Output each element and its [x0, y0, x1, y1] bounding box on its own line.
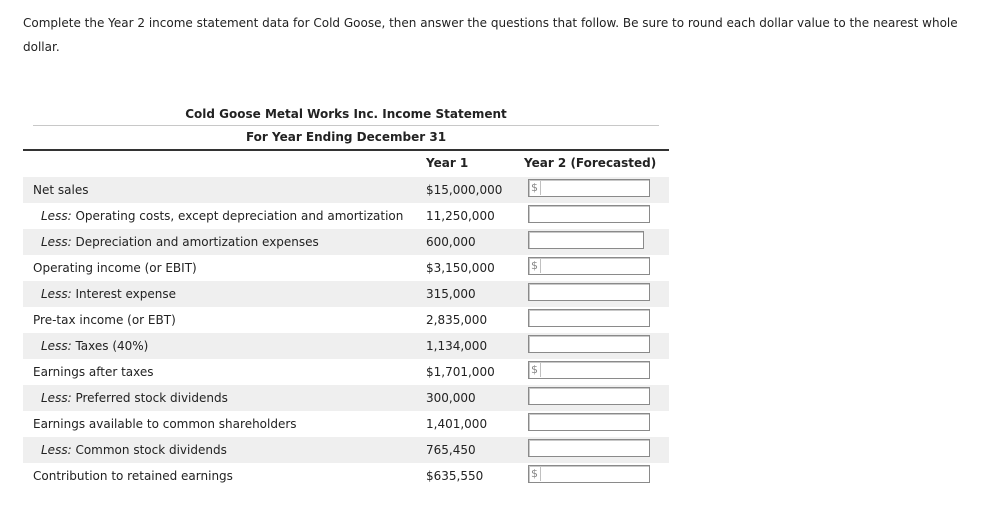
statement-title: Cold Goose Metal Works Inc. Income Statement — [185, 107, 507, 121]
column-header-year2: Year 2 (Forecasted) — [524, 156, 657, 170]
row-retained-earnings — [23, 463, 669, 489]
row-earnings-after-taxes — [23, 359, 669, 385]
row-label: Contribution to retained earnings — [33, 469, 233, 483]
income-statement-table — [23, 177, 669, 489]
row-interest-expense — [23, 281, 669, 307]
year1-value: 765,450 — [426, 443, 476, 457]
row-depreciation — [23, 229, 669, 255]
row-label: Pre-tax income (or EBT) — [33, 313, 176, 327]
year2-common-dividends-input[interactable] — [528, 439, 650, 457]
dollar-prefix: $ — [531, 363, 541, 377]
column-header-year1: Year 1 — [426, 156, 469, 170]
header-divider — [23, 149, 669, 151]
year2-pretax-income-input[interactable] — [528, 309, 650, 327]
less-word: Less: — [41, 339, 72, 353]
year1-value: 300,000 — [426, 391, 476, 405]
less-word: Less: — [41, 391, 72, 405]
row-label: Operating income (or EBIT) — [33, 261, 197, 275]
year2-operating-income-input[interactable] — [528, 257, 650, 275]
instructions-text: Complete the Year 2 income statement data for Cold Goose, then answer the questions that follow. Be sure to round each dollar value to the nearest whole dollar. — [23, 16, 958, 54]
year1-value: 1,401,000 — [426, 417, 488, 431]
row-label: Earnings after taxes — [33, 365, 154, 379]
row-operating-costs — [23, 203, 669, 229]
row-label: Less: Depreciation and amortization expenses — [41, 235, 319, 249]
row-label: Less: Interest expense — [41, 287, 177, 301]
statement-subtitle: For Year Ending December 31 — [245, 130, 447, 144]
row-label: Earnings available to common shareholders — [33, 417, 297, 431]
year1-value: 315,000 — [426, 287, 476, 301]
year2-depreciation-input[interactable] — [528, 231, 644, 249]
row-label: Net sales — [33, 183, 89, 197]
year2-interest-expense-input[interactable] — [528, 283, 650, 301]
year2-taxes-input[interactable] — [528, 335, 650, 353]
year2-net-sales-input[interactable] — [528, 179, 650, 197]
row-pretax-income — [23, 307, 669, 333]
year2-operating-costs-input[interactable] — [528, 205, 650, 223]
less-word: Less: — [41, 287, 72, 301]
row-taxes — [23, 333, 669, 359]
year2-earnings-common-input[interactable] — [528, 413, 650, 431]
year2-retained-earnings-input[interactable] — [528, 465, 650, 483]
less-word: Less: — [41, 235, 72, 249]
year2-earnings-after-taxes-input[interactable] — [528, 361, 650, 379]
row-common-dividends — [23, 437, 669, 463]
row-operating-income — [23, 255, 669, 281]
dollar-prefix: $ — [531, 259, 541, 273]
less-word: Less: — [41, 443, 72, 457]
dollar-prefix: $ — [531, 467, 541, 481]
row-label: Less: Preferred stock dividends — [41, 391, 228, 405]
year1-value: 1,134,000 — [426, 339, 488, 353]
year1-value: $3,150,000 — [426, 261, 495, 275]
year1-value: $635,550 — [426, 469, 484, 483]
title-divider — [33, 125, 659, 126]
row-earnings-common — [23, 411, 669, 437]
less-word: Less: — [41, 209, 72, 223]
dollar-prefix: $ — [531, 181, 541, 195]
year2-preferred-dividends-input[interactable] — [528, 387, 650, 405]
year1-value: $15,000,000 — [426, 183, 503, 197]
row-label: Less: Operating costs, except depreciation and amortization — [41, 209, 404, 223]
row-label: Less: Taxes (40%) — [41, 339, 149, 353]
row-preferred-dividends — [23, 385, 669, 411]
row-net-sales — [23, 177, 669, 203]
year1-value: 11,250,000 — [426, 209, 495, 223]
year1-value: 600,000 — [426, 235, 476, 249]
year1-value: $1,701,000 — [426, 365, 495, 379]
year1-value: 2,835,000 — [426, 313, 488, 327]
row-label: Less: Common stock dividends — [41, 443, 227, 457]
